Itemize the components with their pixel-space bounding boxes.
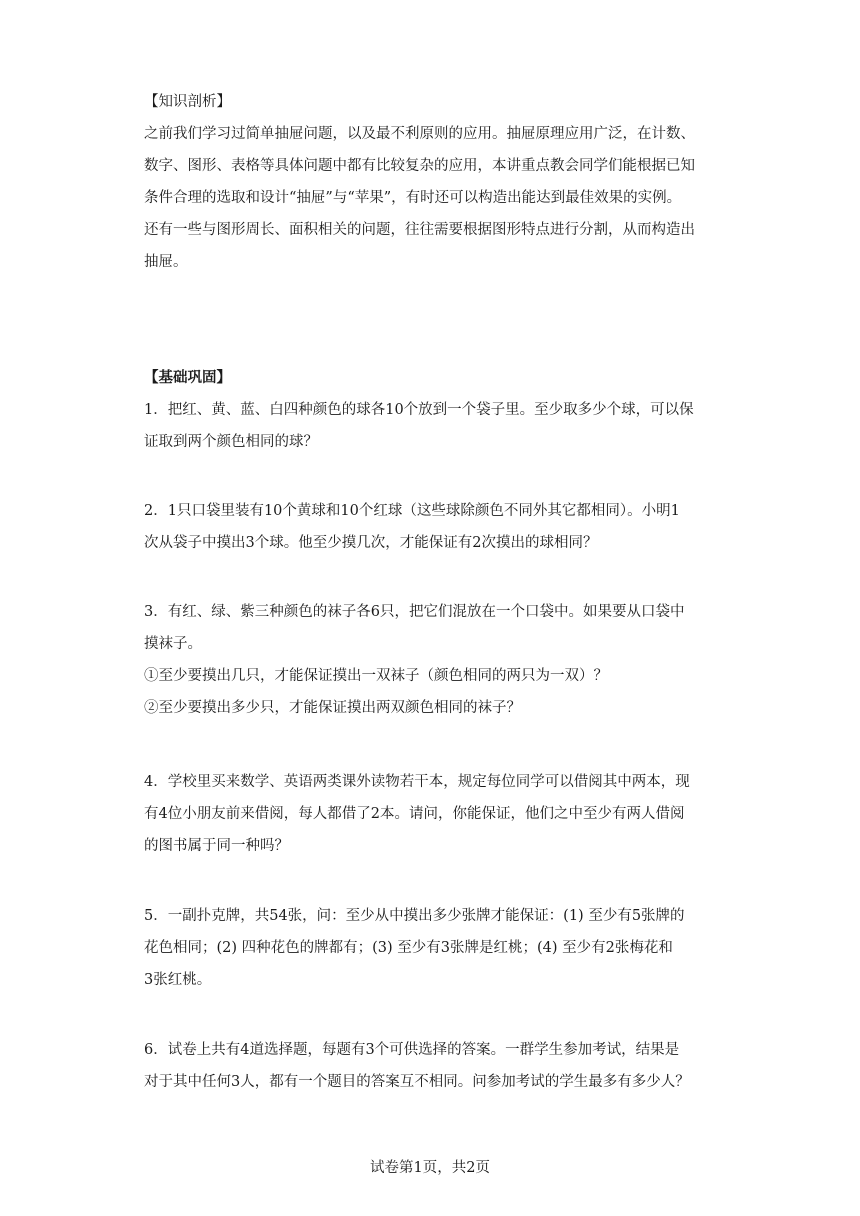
question-line: 有4位小朋友前来借阅，每人都借了2本。请问，你能保证，他们之中至少有两人借阅 [144, 806, 685, 822]
knowledge-section [144, 86, 734, 278]
question-4 [144, 766, 734, 862]
question-line: 证取到两个颜色相同的球？ [144, 434, 318, 450]
question-line: 6．试卷上共有4道选择题，每题有3个可供选择的答案。一群学生参加考试，结果是 [144, 1042, 680, 1058]
question-subitem: ②至少要摸出多少只，才能保证摸出两双颜色相同的袜子？ [144, 700, 521, 716]
question-line: 摸袜子。 [144, 636, 202, 652]
question-6 [144, 1034, 734, 1098]
question-5 [144, 900, 734, 996]
question-line: 5．一副扑克牌，共54张，问：至少从中摸出多少张牌才能保证：(1) 至少有5张牌的 [144, 908, 685, 924]
knowledge-heading: 【知识剖析】 [144, 94, 231, 110]
basic-section [144, 362, 734, 394]
page-footer: 试卷第1页，共2页 [370, 1160, 490, 1176]
knowledge-line: 数字、图形、表格等具体问题中都有比较复杂的应用，本讲重点教会同学们能根据已知 [144, 158, 695, 174]
knowledge-line: 条件合理的选取和设计“抽屉”与“苹果”，有时还可以构造出能达到最佳效果的实例。 [144, 190, 682, 206]
question-line: 的图书属于同一种吗？ [144, 838, 289, 854]
question-line: 4．学校里买来数学、英语两类课外读物若干本，规定每位同学可以借阅其中两本，现 [144, 774, 690, 790]
knowledge-line: 还有一些与图形周长、面积相关的问题，往往需要根据图形特点进行分割，从而构造出 [144, 222, 695, 238]
knowledge-line: 抽屉。 [144, 254, 188, 270]
question-3 [144, 596, 734, 724]
question-line: 花色相同；(2) 四种花色的牌都有；(3) 至少有3张牌是红桃；(4) 至少有2张梅花和 [144, 940, 673, 956]
question-subitem: ①至少要摸出几只，才能保证摸出一双袜子（颜色相同的两只为一双）？ [144, 668, 608, 684]
question-1 [144, 394, 734, 458]
knowledge-line: 之前我们学习过简单抽屉问题，以及最不利原则的应用。抽屉原理应用广泛，在计数、 [144, 126, 695, 142]
question-line: 对于其中任何3人，都有一个题目的答案互不相同。问参加考试的学生最多有多少人？ [144, 1074, 690, 1090]
question-line: 3张红桃。 [144, 972, 212, 988]
question-line: 次从袋子中摸出3个球。他至少摸几次，才能保证有2次摸出的球相同？ [144, 535, 598, 551]
question-line: 3．有红、绿、紫三种颜色的袜子各6只，把它们混放在一个口袋中。如果要从口袋中 [144, 604, 685, 620]
question-line: 2．1只口袋里装有10个黄球和10个红球（这些球除颜色不同外其它都相同）。小明1 [144, 503, 680, 519]
question-line: 1．把红、黄、蓝、白四种颜色的球各10个放到一个袋子里。至少取多少个球，可以保 [144, 402, 694, 418]
question-2 [144, 495, 734, 559]
basic-heading: 【基础巩固】 [144, 369, 231, 386]
